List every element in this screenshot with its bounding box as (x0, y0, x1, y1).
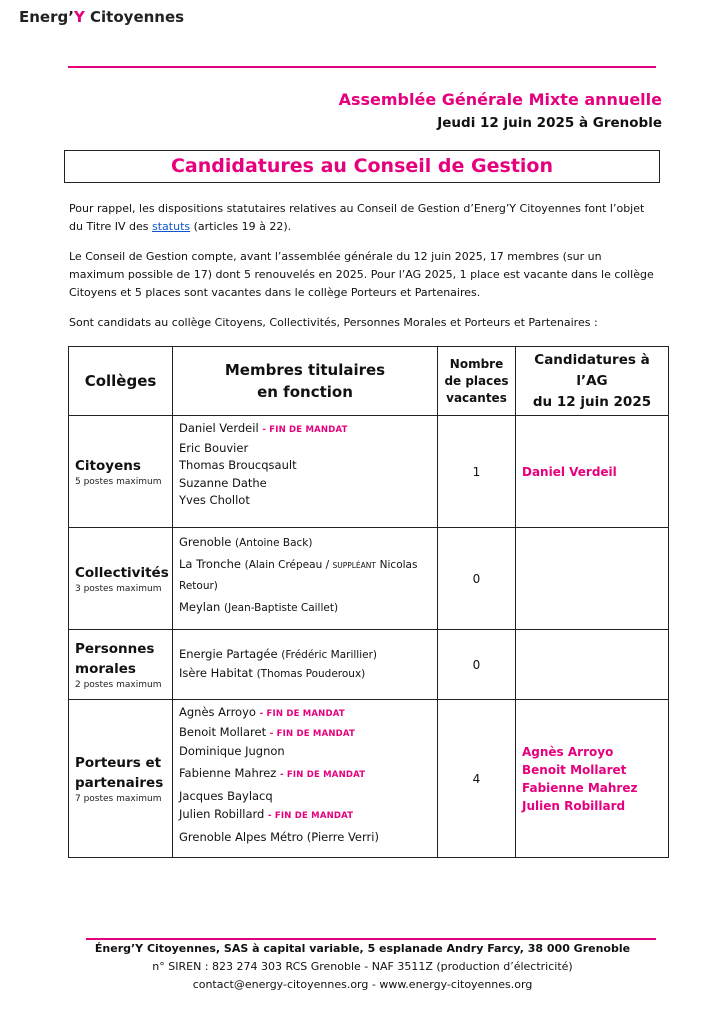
college-cell: Citoyens 5 postes maximum (69, 416, 173, 528)
header-vacant-places: Nombre de places vacantes (438, 347, 516, 416)
member-item: Eric Bouvier (179, 440, 249, 455)
member-item: Grenoble (Antoine Back) (179, 535, 313, 549)
member-item-continued: Retour) (179, 580, 218, 592)
member-item: Julien Robillard - FIN DE MANDAT (179, 806, 354, 821)
table-row (69, 630, 669, 700)
college-cell: Porteurs et partenaires 7 postes maximum (69, 700, 173, 858)
vacant-places-cell: 0 (438, 630, 516, 700)
member-item: Dominique Jugnon (179, 744, 285, 758)
candidate-item: Benoit Mollaret (522, 762, 627, 777)
members-cell (173, 630, 438, 700)
member-item: Energie Partagée (Frédéric Marillier) (179, 647, 377, 661)
candidate-item: Agnès Arroyo (522, 744, 614, 759)
member-item: Meylan (Jean-Baptiste Caillet) (179, 600, 339, 614)
header-colleges: Collèges (69, 347, 173, 416)
member-item: Grenoble Alpes Métro (Pierre Verri) (179, 830, 379, 844)
section-title: Candidatures au Conseil de Gestion (64, 150, 660, 183)
member-item: Suzanne Dathe (179, 475, 267, 490)
members-cell (173, 700, 438, 858)
member-item: Thomas Broucqsault (179, 458, 297, 472)
candidate-item: Daniel Verdeil (522, 464, 617, 479)
table-row (69, 700, 669, 858)
member-item: La Tronche (Alain Crépeau / SUPPLÉANT Nicolas (179, 557, 418, 571)
candidates-cell (516, 630, 669, 700)
candidates-cell (516, 416, 669, 528)
header-members: Membres titulaires en fonction (173, 347, 438, 416)
member-item: Benoit Mollaret - FIN DE MANDAT (179, 724, 356, 739)
brand-logo: Energ’Y Citoyennes (19, 8, 185, 26)
members-cell (173, 416, 438, 528)
member-item: Jacques Baylacq (179, 789, 273, 803)
candidates-cell (516, 528, 669, 630)
vacant-places-cell: 0 (438, 528, 516, 630)
college-cell: Collectivités 3 postes maximum (69, 528, 173, 630)
footer-contact: contact@energy-citoyennes.org - www.energy-citoyennes.org (192, 978, 533, 991)
members-cell (173, 528, 438, 630)
candidates-cell (516, 700, 669, 858)
header-divider (68, 66, 656, 68)
member-item: Daniel Verdeil - FIN DE MANDAT (179, 421, 348, 435)
footer-divider (86, 938, 656, 940)
candidates-table (68, 346, 669, 858)
table-header-row (69, 347, 669, 416)
candidate-item: Julien Robillard (522, 798, 626, 813)
footer-company: Énerg’Y Citoyennes, SAS à capital variable, 5 esplanade Andry Farcy, 38 000 Grenoble (94, 942, 631, 955)
intro-paragraph-1: Pour rappel, les dispositions statutaires relatives au Conseil de Gestion d’Energ’Y Citoyennes font l’objet du Titre IV des statuts (articles 19 à 22). (69, 202, 645, 233)
college-cell: Personnes morales 2 postes maximum (69, 630, 173, 700)
candidate-item: Fabienne Mahrez (522, 780, 638, 795)
event-date: Jeudi 12 juin 2025 à Grenoble (437, 115, 662, 131)
table-row (69, 528, 669, 630)
table-row (69, 416, 669, 528)
member-item: Agnès Arroyo - FIN DE MANDAT (179, 705, 345, 719)
vacant-places-cell: 1 (438, 416, 516, 528)
intro-paragraph-3: Sont candidats au collège Citoyens, Collectivités, Personnes Morales et Porteurs et Partenaires : (69, 316, 598, 329)
member-item: Fabienne Mahrez - FIN DE MANDAT (179, 765, 366, 780)
vacant-places-cell: 4 (438, 700, 516, 858)
footer-registration: n° SIREN : 823 274 303 RCS Grenoble - NAF 3511Z (production d’électricité) (152, 960, 573, 973)
intro-paragraph-2: Le Conseil de Gestion compte, avant l’assemblée générale du 12 juin 2025, 17 membres (sur un maximum possible de 17) dont 5 renouvelés en 2025. Pour l’AG 2025, 1 place est vacante dans le collège Citoyens et 5 places sont vacantes dans le collège Porteurs et Partenaires. (69, 250, 654, 299)
member-item: Yves Chollot (179, 493, 250, 507)
event-title: Assemblée Générale Mixte annuelle (338, 90, 662, 109)
header-candidates: Candidatures à l’AG du 12 juin 2025 (516, 347, 669, 416)
statuts-link[interactable]: statuts (152, 220, 191, 233)
member-item: Isère Habitat (Thomas Pouderoux) (179, 665, 366, 680)
